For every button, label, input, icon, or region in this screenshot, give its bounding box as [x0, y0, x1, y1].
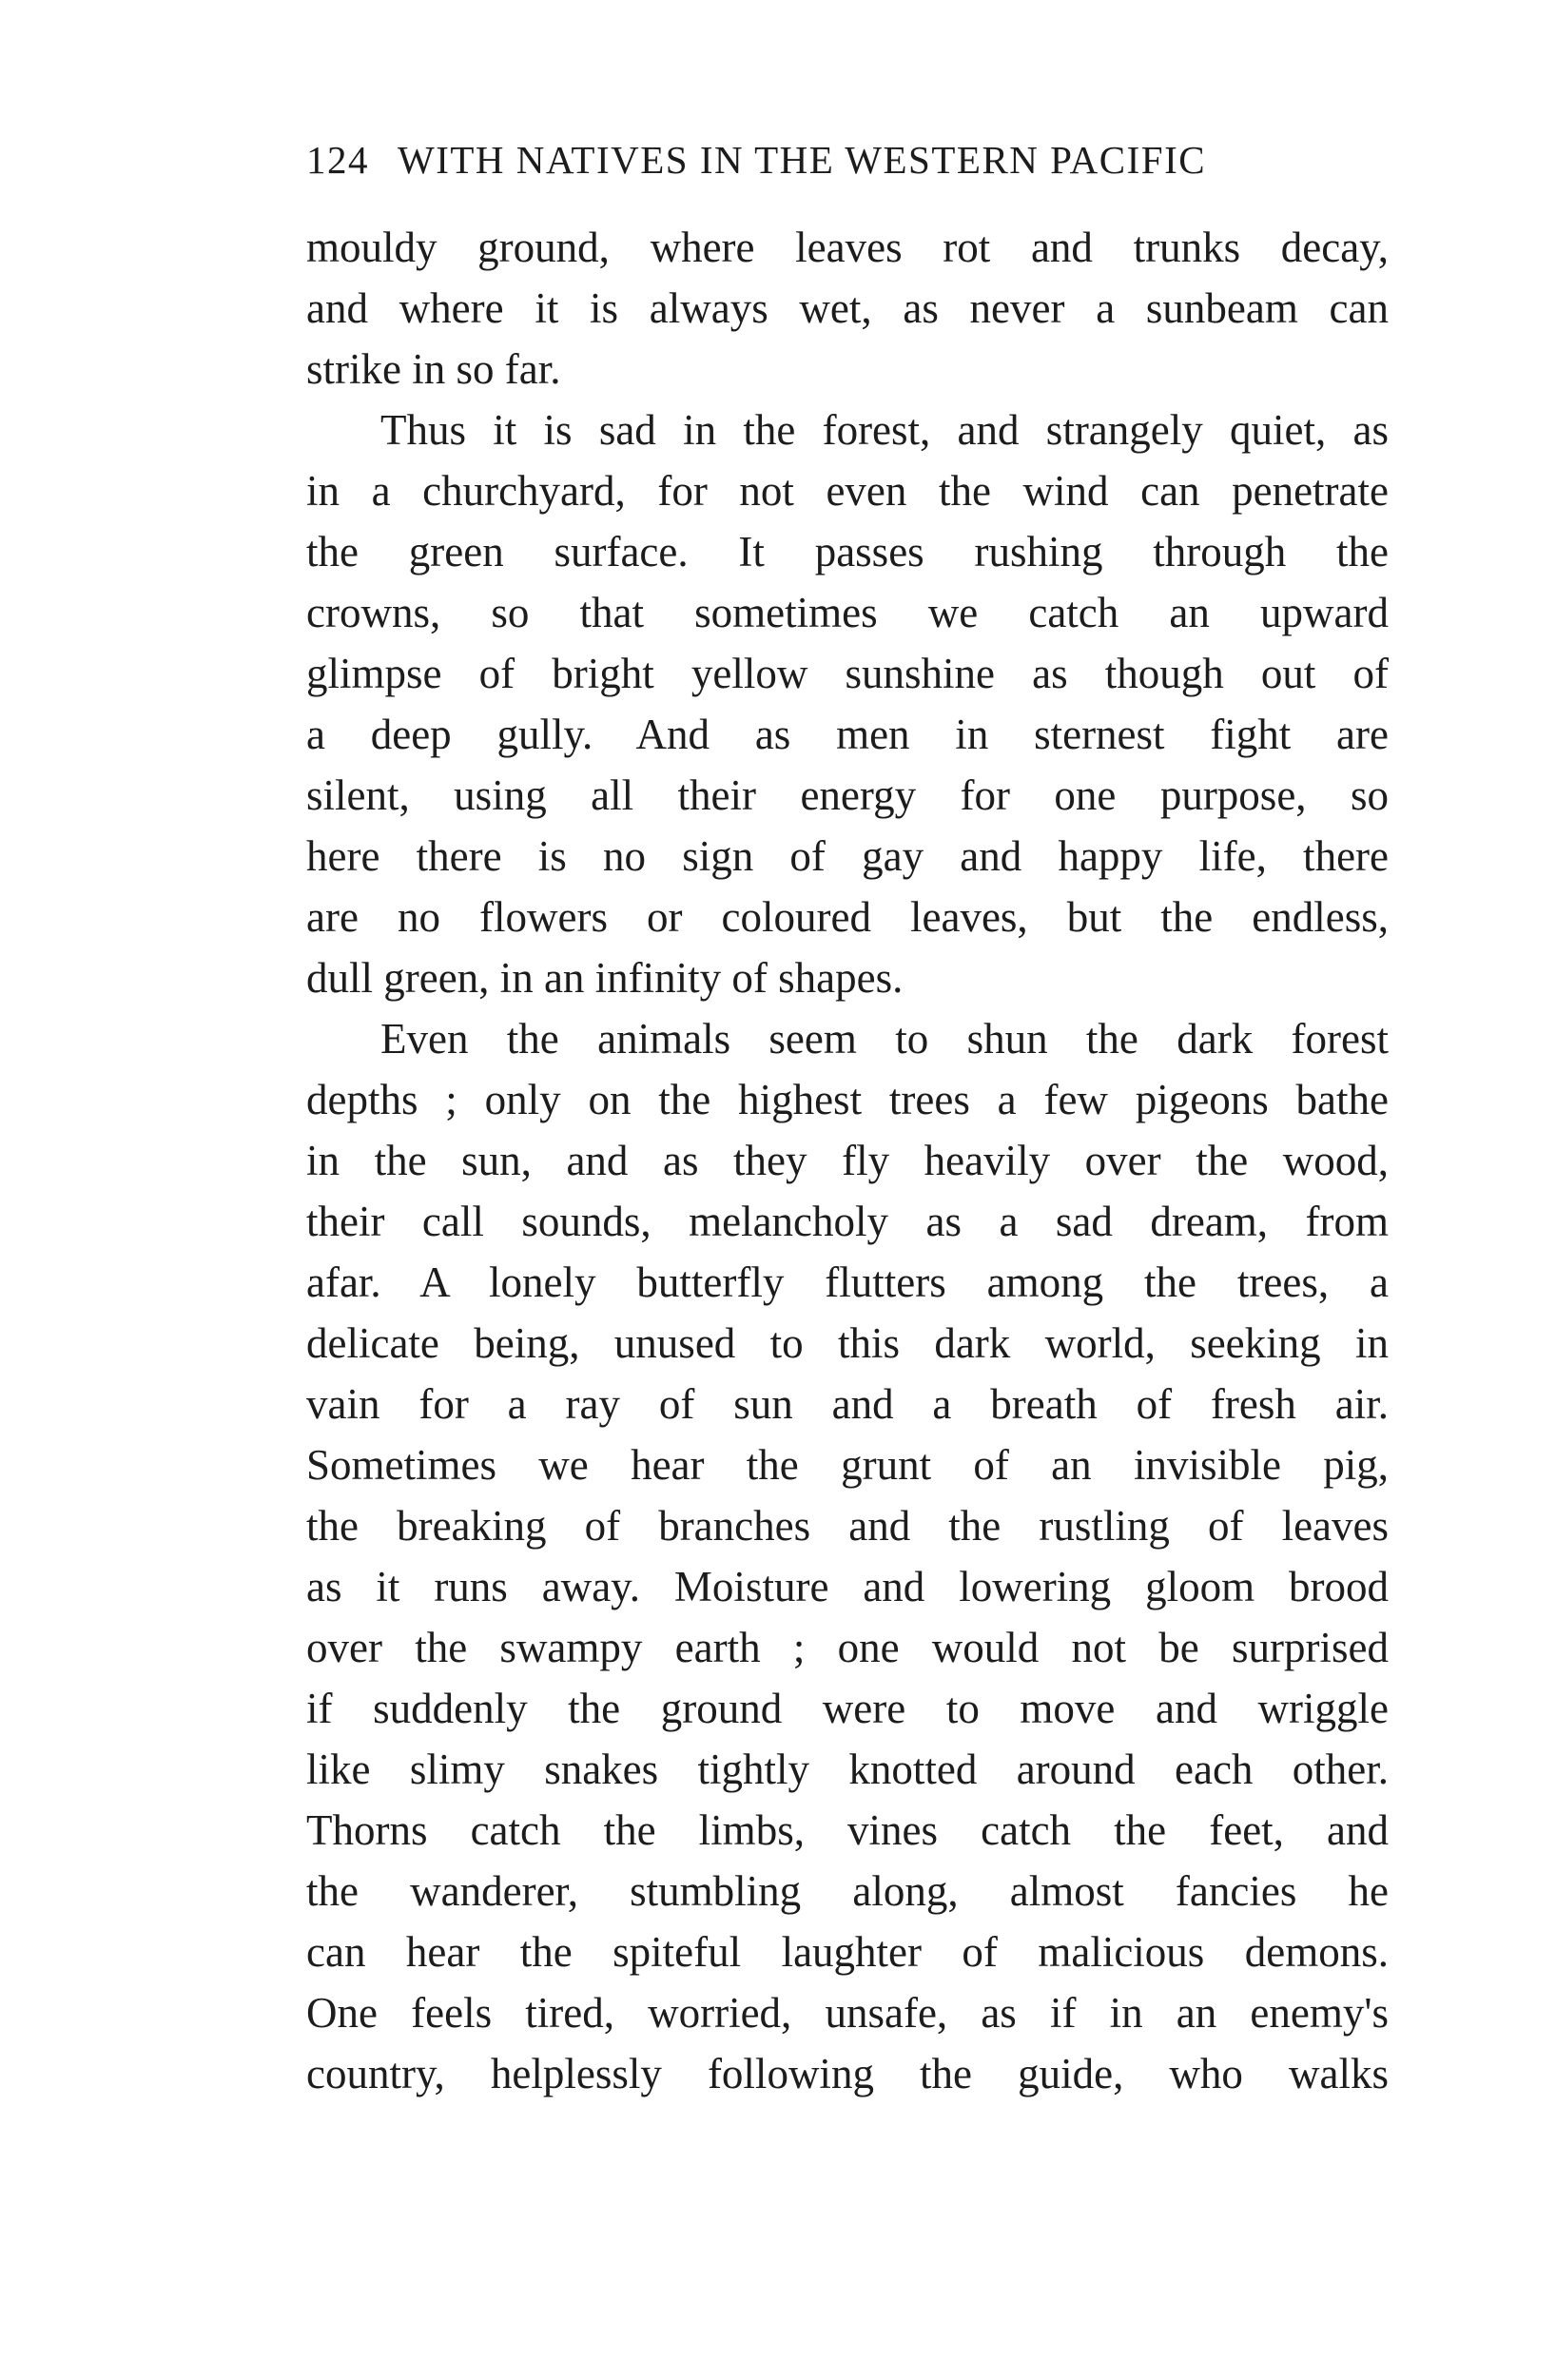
text-line: like slimy snakes tightly knotted around each other.	[306, 1746, 1389, 1793]
text-line: strike in so far.	[306, 345, 561, 393]
text-line: if suddenly the ground were to move and wriggle	[306, 1685, 1389, 1732]
text-line: the breaking of branches and the rustling of leaves	[306, 1502, 1389, 1550]
text-line: and where it is always wet, as never a sunbeam can	[306, 284, 1389, 332]
paragraph-first-line: Even the animals seem to shun the dark forest	[380, 1015, 1389, 1063]
text-line: the green surface. It passes rushing through the	[306, 528, 1389, 575]
text-line: glimpse of bright yellow sunshine as though out of	[306, 650, 1389, 697]
text-line: here there is no sign of gay and happy life, there	[306, 832, 1389, 880]
text-line: Thorns catch the limbs, vines catch the feet, and	[306, 1806, 1389, 1854]
body-text	[306, 217, 1389, 2104]
text-line: crowns, so that sometimes we catch an upward	[306, 589, 1389, 636]
text-line: country, helplessly following the guide, who walks	[306, 2050, 1389, 2097]
text-line: their call sounds, melancholy as a sad dream, from	[306, 1198, 1389, 1245]
text-line: Sometimes we hear the grunt of an invisible pig,	[306, 1441, 1389, 1489]
paragraph-first-line: Thus it is sad in the forest, and strangely quiet, as	[380, 406, 1389, 454]
text-line: One feels tired, worried, unsafe, as if in an enemy's	[306, 1989, 1389, 2037]
text-line: the wanderer, stumbling along, almost fancies he	[306, 1867, 1389, 1915]
page-number: 124	[306, 138, 369, 182]
text-line: as it runs away. Moisture and lowering gloom brood	[306, 1563, 1389, 1610]
text-line: a deep gully. And as men in sternest fight are	[306, 711, 1389, 758]
text-line: dull green, in an infinity of shapes.	[306, 954, 904, 1002]
text-line: mouldy ground, where leaves rot and trunks decay,	[306, 224, 1389, 271]
text-line: can hear the spiteful laughter of malicious demons.	[306, 1928, 1389, 1976]
text-line: in the sun, and as they fly heavily over the wood,	[306, 1137, 1389, 1184]
running-title: WITH NATIVES IN THE WESTERN PACIFIC	[398, 138, 1207, 182]
running-head	[306, 133, 1389, 186]
text-line: delicate being, unused to this dark world, seeking in	[306, 1319, 1389, 1367]
text-line: depths ; only on the highest trees a few pigeons bathe	[306, 1076, 1389, 1123]
text-line: in a churchyard, for not even the wind can penetrate	[306, 467, 1389, 515]
text-line: silent, using all their energy for one purpose, so	[306, 771, 1389, 819]
text-line: afar. A lonely butterfly flutters among the trees, a	[306, 1258, 1389, 1306]
text-line: over the swampy earth ; one would not be surprised	[306, 1624, 1389, 1671]
text-line: are no flowers or coloured leaves, but the endless,	[306, 893, 1389, 941]
text-line: vain for a ray of sun and a breath of fresh air.	[306, 1380, 1389, 1428]
